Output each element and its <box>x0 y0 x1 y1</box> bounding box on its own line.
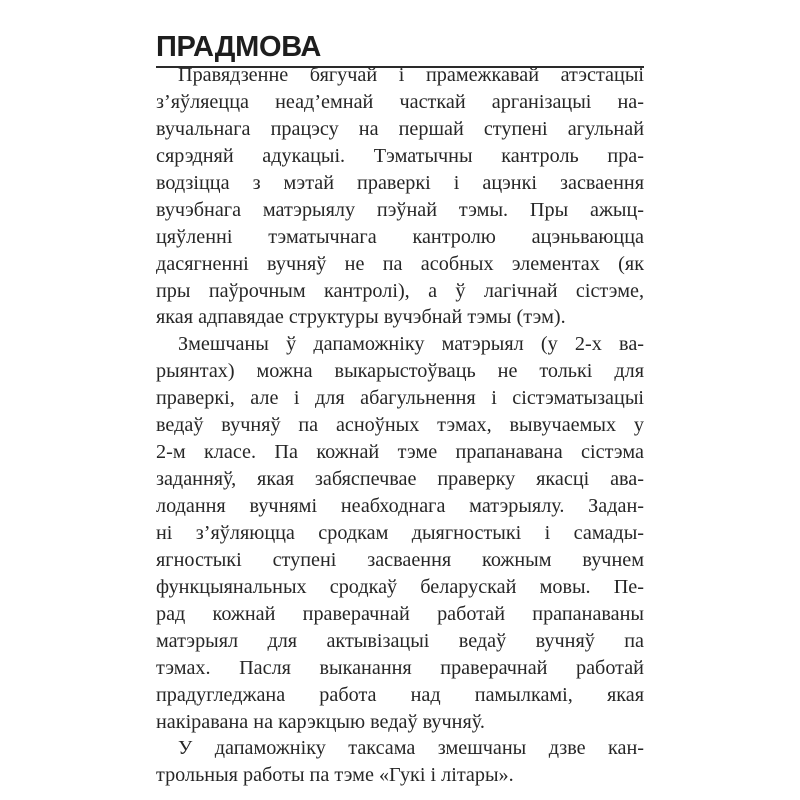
page-body <box>156 62 644 789</box>
text-line: Змешчаны ў дапаможніку матэрыял (у 2-х ва- <box>178 333 644 356</box>
paragraph-1 <box>156 62 644 331</box>
text-line: лодання вучнямі неабходнага матэрыялу. Задан- <box>156 495 644 517</box>
text-line: ведаў вучняў па асноўных тэмах, вывучаемых у <box>156 414 644 437</box>
text-line: рад кожнай праверачнай работай прапанаваны <box>156 602 644 625</box>
text-line: ягностыкі ступені засваення кожным вучнем <box>156 548 644 571</box>
text-line: У дапаможніку таксама змешчаны дзве кан- <box>178 737 644 760</box>
text-line: матэрыял для актывізацыі ведаў вучняў па <box>156 629 644 652</box>
text-line: пры паўрочным кантролі), а ў лагічнай сістэме, <box>156 279 644 302</box>
text-line: 2-м класе. Па кожнай тэме прапанавана сістэма <box>156 441 644 464</box>
text-line: водзіцца з мэтай праверкі і ацэнкі засваення <box>156 171 644 194</box>
text-line: тэмах. Пасля выканання праверачнай работай <box>156 656 644 679</box>
text-line: вучальнага працэсу на першай ступені агульнай <box>156 117 644 140</box>
text-line: якая адпавядае структуры вучэбнай тэмы (тэм). <box>156 306 566 329</box>
text-line: дасягненні вучняў не па асобных элементах (як <box>156 252 644 275</box>
text-line: ні з’яўляюцца сродкам дыягностыкі і самады- <box>156 521 644 544</box>
paragraph-3 <box>156 735 644 789</box>
text-line: Правядзенне бягучай і прамежкавай атэстацыі <box>178 64 644 86</box>
text-line: сярэдняй адукацыі. Тэматычны кантроль пра- <box>156 144 644 167</box>
text-line: накіравана на карэкцыю ведаў вучняў. <box>156 710 485 733</box>
text-line: праверкі, але і для абагульнення і сістэматызацыі <box>156 387 644 410</box>
text-line: вучэбнага матэрыялу пэўнай тэмы. Пры ажыц- <box>156 198 644 221</box>
text-line: прадугледжана работа над памылкамі, якая <box>156 683 644 706</box>
text-line: цяўленні тэматычнага кантролю ацэньваюцца <box>156 225 644 248</box>
page-title: ПРАДМОВА <box>156 31 322 63</box>
text-line: функцыянальных сродкаў беларускай мовы. Пе- <box>156 575 644 598</box>
text-line: заданняў, якая забяспечвае праверку якасці ава- <box>156 468 644 491</box>
text-line: трольныя работы па тэме «Гукі і літары». <box>156 764 514 787</box>
text-line: рыянтах) можна выкарыстоўваць не толькі для <box>156 360 644 383</box>
paragraph-2 <box>156 331 644 735</box>
text-line: з’яўляецца неад’емнай часткай арганізацыі на- <box>156 90 644 113</box>
